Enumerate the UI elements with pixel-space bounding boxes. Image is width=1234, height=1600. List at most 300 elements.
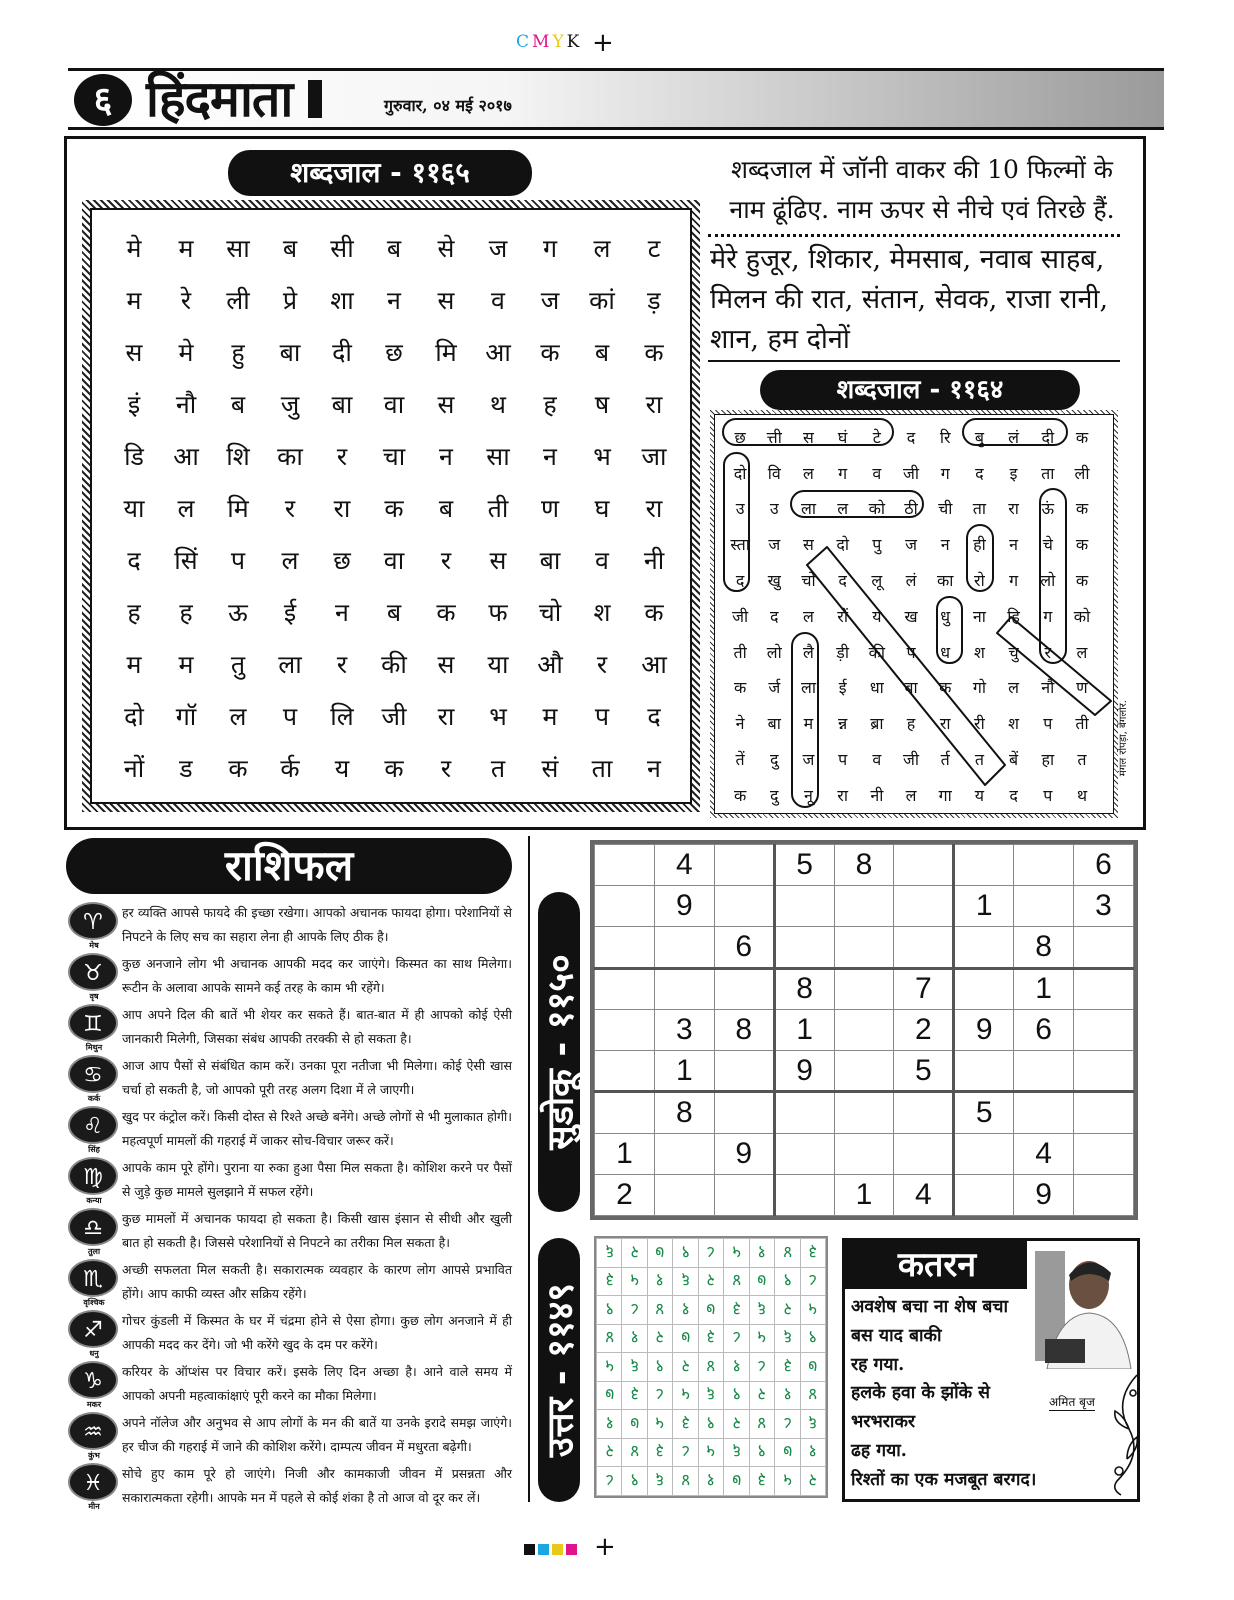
answer-cell: ६	[647, 1467, 672, 1496]
answer-cell: ९	[749, 1438, 774, 1467]
rashi-entry	[66, 1053, 512, 1104]
wordsearch-cell[interactable]: लि	[330, 702, 354, 731]
wordsearch-cell[interactable]: ह	[543, 390, 557, 419]
solution-cell: को	[1073, 606, 1091, 626]
wordsearch-cell[interactable]: न	[387, 286, 401, 315]
wordsearch-cell[interactable]: ब	[386, 598, 402, 627]
wordsearch-cell[interactable]: छ	[333, 546, 351, 575]
wordsearch-cell[interactable]: जा	[641, 442, 667, 471]
wordsearch-cell[interactable]: गॉ	[175, 702, 197, 731]
wordsearch-cell[interactable]: दी	[332, 338, 352, 367]
solution-cell: ल	[1076, 642, 1088, 662]
wordsearch-cell[interactable]: बा	[539, 546, 561, 575]
wordsearch-cell[interactable]: म	[542, 702, 558, 731]
wordsearch-cell[interactable]: मे	[126, 234, 142, 263]
zodiac-icon: ♎	[68, 1208, 118, 1246]
solution-cell: ती	[733, 642, 747, 662]
sudoku-cell[interactable]	[954, 927, 1014, 968]
sudoku-cell[interactable]: 3	[654, 1009, 714, 1050]
sudoku-cell[interactable]	[595, 886, 655, 927]
sudoku-cell[interactable]	[595, 1009, 655, 1050]
sudoku-cell[interactable]	[834, 886, 894, 927]
wordsearch-cell[interactable]: भ	[489, 702, 507, 731]
solution-cell: लू	[871, 571, 883, 591]
answer-cell: ९	[622, 1467, 647, 1496]
wordsearch-cell[interactable]: ड़	[647, 286, 661, 315]
sudoku-cell[interactable]	[714, 1174, 774, 1215]
wordsearch-cell[interactable]: ती	[487, 494, 509, 523]
wordsearch-cell[interactable]: ब	[594, 338, 610, 367]
answer-cell: २	[800, 1467, 826, 1496]
wordsearch-cell[interactable]: द	[127, 546, 141, 575]
sudoku-cell[interactable]: 1	[595, 1133, 655, 1174]
sudoku-cell[interactable]	[654, 1174, 714, 1215]
wordsearch-cell[interactable]: वा	[383, 390, 405, 419]
solution-title: शब्दजाल - ११६४	[760, 370, 1080, 410]
sudoku-cell[interactable]	[894, 927, 954, 968]
wordsearch-cell[interactable]: बा	[331, 390, 353, 419]
wordsearch-cell[interactable]: र	[440, 754, 452, 783]
wordsearch-cell[interactable]: न	[335, 598, 349, 627]
wordsearch-cell[interactable]: शि	[226, 442, 250, 471]
wordsearch-cell[interactable]: नौ	[175, 390, 197, 419]
sudoku-answer-grid	[594, 1236, 828, 1498]
answer-cell: ५	[800, 1296, 826, 1325]
wordsearch-cell[interactable]: प्रे	[282, 286, 298, 315]
loop-lailamajnu	[792, 633, 818, 807]
wordsearch-cell[interactable]: से	[437, 234, 455, 263]
wordsearch-cell[interactable]: सा	[226, 234, 250, 263]
answer-cell: ९	[800, 1324, 826, 1353]
answer-cell: ७	[724, 1467, 749, 1496]
solution-cell: ण	[1076, 678, 1088, 698]
sudoku-cell[interactable]: 1	[774, 1009, 834, 1050]
wordsearch-cell[interactable]: व	[491, 286, 505, 315]
wordsearch-cell[interactable]: घ	[594, 494, 610, 523]
solution-cell: ना	[972, 606, 986, 626]
wordsearch-cell[interactable]: डि	[124, 442, 144, 471]
sudoku-cell[interactable]: 9	[1014, 1174, 1074, 1215]
sudoku-cell[interactable]	[834, 927, 894, 968]
sudoku-cell[interactable]	[954, 1051, 1014, 1092]
sudoku-cell[interactable]	[654, 968, 714, 1009]
solution-cell: व	[872, 750, 882, 770]
solution-cell: बें	[1009, 750, 1019, 770]
solution-cell: क	[733, 785, 747, 805]
wordsearch-cell[interactable]: या	[123, 494, 145, 523]
answer-cell: ७	[698, 1296, 723, 1325]
wordsearch-cell[interactable]: आ	[173, 442, 199, 471]
wordsearch-cell[interactable]: सा	[486, 442, 510, 471]
wordsearch-cell[interactable]: स	[437, 390, 455, 419]
sudoku-cell[interactable]: 8	[774, 968, 834, 1009]
sudoku-cell[interactable]	[894, 1092, 954, 1133]
newspaper-logo: हिंदमाता	[146, 70, 293, 128]
wordsearch-cell[interactable]: र	[336, 650, 348, 679]
sudoku-cell[interactable]	[714, 968, 774, 1009]
sudoku-cell[interactable]: 3	[1074, 886, 1134, 927]
wordsearch-cell[interactable]: सिं	[174, 546, 198, 575]
wordsearch-cell[interactable]: रा	[333, 494, 351, 523]
sudoku-cell[interactable]	[774, 1174, 834, 1215]
answer-cell: १	[775, 1381, 800, 1410]
sudoku-cell[interactable]	[595, 968, 655, 1009]
wordsearch-cell[interactable]: चा	[382, 442, 406, 471]
solution-cell: बु	[974, 427, 984, 447]
rashi-entry	[66, 1257, 512, 1308]
wordsearch-cell[interactable]: ला	[278, 650, 302, 679]
wordsearch-cell[interactable]: ब	[282, 234, 298, 263]
wordsearch-cell[interactable]: या	[487, 650, 509, 679]
answer-cell: ३	[749, 1467, 774, 1496]
wordsearch-cell[interactable]: नी	[643, 546, 665, 575]
wordsearch-cell[interactable]: क	[644, 598, 664, 627]
sudoku-cell[interactable]: 7	[894, 968, 954, 1009]
sudoku-cell[interactable]	[774, 886, 834, 927]
answer-cell: २	[698, 1267, 723, 1296]
wordsearch-cell[interactable]: ब	[438, 494, 454, 523]
wordsearch-cell[interactable]: व	[595, 546, 609, 575]
wordsearch-cell[interactable]: र	[596, 650, 608, 679]
wordsearch-cell[interactable]: सं	[541, 754, 559, 783]
horoscope-text: गोचर कुंडली में किस्मत के घर में चंद्रमा होने से ऐसा होगा। कुछ लोग अनजाने में ही आपकी मदद कर देंगे। जो भी करेंगे खुद के दम पर करेंगे।	[122, 1313, 512, 1352]
sudoku-cell[interactable]: 6	[1014, 1009, 1074, 1050]
wordsearch-cell[interactable]: श	[593, 598, 611, 627]
wordsearch-cell[interactable]: म	[126, 286, 142, 315]
wordsearch-cell[interactable]: रा	[645, 390, 663, 419]
answer-cell: ४	[597, 1324, 622, 1353]
wordsearch-cell[interactable]: क	[644, 338, 664, 367]
wordsearch-cell[interactable]: सी	[330, 234, 354, 263]
solution-cell: ता	[1041, 463, 1055, 483]
answer-cell: ५	[622, 1267, 647, 1296]
zodiac-icon: ♌	[68, 1106, 118, 1144]
wordsearch-cell[interactable]: ल	[281, 546, 299, 575]
solution-frame	[710, 410, 1118, 818]
rashi-entry	[66, 1155, 512, 1206]
solution-cell: नी	[870, 785, 884, 805]
wordsearch-cell[interactable]: मे	[178, 338, 194, 367]
sudoku-cell[interactable]	[774, 1133, 834, 1174]
answer-cell: ९	[775, 1267, 800, 1296]
sudoku-cell[interactable]	[714, 845, 774, 886]
answer-cell: ६	[698, 1381, 723, 1410]
wordsearch-cell[interactable]: वा	[383, 546, 405, 575]
sudoku-cell[interactable]	[1074, 1051, 1134, 1092]
solution-cell: धु	[940, 606, 951, 626]
wordsearch-cell[interactable]: ई	[283, 598, 297, 627]
solution-cell: छ	[734, 427, 746, 447]
solution-cell: ही	[973, 535, 986, 555]
solution-cell: ऊं	[1041, 499, 1055, 519]
answer-cell: ६	[673, 1267, 698, 1296]
wordsearch-cell[interactable]: ष	[594, 390, 610, 419]
answer-cell: २	[647, 1324, 672, 1353]
wordsearch-cell[interactable]: थ	[490, 390, 506, 419]
solution-cell: य	[872, 606, 882, 626]
wordsearch-instructions: शब्दजाल में जॉनी वाकर की 10 फिल्मों के नाम ढूंढिए. नाम ऊपर से नीचे एवं तिरछे हैं.	[729, 155, 1115, 224]
katran-poem	[851, 1293, 1051, 1495]
wordsearch-cell[interactable]: आ	[641, 650, 667, 679]
wordsearch-cell[interactable]: न	[647, 754, 661, 783]
wordsearch-cell[interactable]: ह	[179, 598, 193, 627]
sudoku-cell[interactable]	[894, 845, 954, 886]
wordsearch-cell[interactable]: रे	[180, 286, 192, 315]
solution-cell: उ	[769, 499, 779, 519]
sudoku-cell[interactable]	[1074, 968, 1134, 1009]
sudoku-cell[interactable]: 8	[834, 845, 894, 886]
sudoku-cell[interactable]: 9	[654, 886, 714, 927]
column-divider	[528, 836, 530, 1502]
rashi-entry	[66, 1461, 512, 1512]
answer-cell: ६	[775, 1324, 800, 1353]
solution-cell: ला	[800, 499, 816, 519]
solution-word-loops	[715, 415, 1113, 813]
sudoku-label: सुडोकू - ११५०	[538, 892, 580, 1212]
sudoku-cell[interactable]	[1074, 1174, 1134, 1215]
poem-line: भरभराकर	[851, 1412, 916, 1433]
wordsearch-cell[interactable]: य	[334, 754, 350, 783]
sudoku-cell[interactable]	[1014, 1092, 1074, 1133]
wordsearch-frame	[82, 200, 700, 812]
wordsearch-cell[interactable]: आ	[485, 338, 511, 367]
solution-cell: म	[803, 714, 814, 734]
wordsearch-cell[interactable]: क	[228, 754, 248, 783]
wordsearch-cell[interactable]: रा	[645, 494, 663, 523]
wordsearch-cell[interactable]: फ	[488, 598, 508, 627]
sudoku-cell[interactable]: 1	[1014, 968, 1074, 1009]
sudoku-cell[interactable]	[1074, 1092, 1134, 1133]
wordsearch-cell[interactable]: ल	[593, 234, 611, 263]
sudoku-cell[interactable]	[714, 886, 774, 927]
sudoku-cell[interactable]	[834, 1051, 894, 1092]
wordsearch-cell[interactable]: का	[277, 442, 303, 471]
sudoku-cell[interactable]: 5	[894, 1051, 954, 1092]
wordsearch-cell[interactable]: जी	[381, 702, 407, 731]
answer-cell: १	[724, 1353, 749, 1382]
sudoku-cell[interactable]	[954, 1133, 1014, 1174]
wordsearch-cell[interactable]: ट	[647, 234, 661, 263]
wordsearch-cell[interactable]: ग	[542, 234, 558, 263]
wordsearch-cell[interactable]: प	[282, 702, 298, 731]
sudoku-cell[interactable]	[654, 927, 714, 968]
solution-cell: तें	[735, 750, 745, 770]
sudoku-cell[interactable]: 5	[954, 1092, 1014, 1133]
solution-cell: दो	[836, 535, 849, 555]
wordsearch-cell[interactable]: स	[437, 286, 455, 315]
sudoku-cell[interactable]	[1014, 886, 1074, 927]
wordsearch-cell[interactable]: क	[540, 338, 560, 367]
wordsearch-cell[interactable]: स	[125, 338, 143, 367]
answer-cell: १	[800, 1438, 826, 1467]
wordsearch-cell[interactable]: म	[126, 650, 142, 679]
answer-cell: ६	[800, 1410, 826, 1439]
wordsearch-cell[interactable]: ली	[226, 286, 250, 315]
sudoku-cell[interactable]: 8	[714, 1009, 774, 1050]
solution-cell: ल	[803, 606, 814, 626]
sudoku-cell[interactable]	[1074, 927, 1134, 968]
sudoku-cell[interactable]	[834, 1133, 894, 1174]
sudoku-cell[interactable]	[834, 1092, 894, 1133]
wordsearch-cell[interactable]: ता	[591, 754, 613, 783]
wordsearch-cell[interactable]: प	[230, 546, 246, 575]
sudoku-cell[interactable]: 4	[894, 1174, 954, 1215]
sudoku-cell[interactable]	[714, 1092, 774, 1133]
poem-line: ढह गया.	[851, 1440, 907, 1461]
wordsearch-cell[interactable]: भ	[593, 442, 611, 471]
wordsearch-cell[interactable]: रा	[437, 702, 455, 731]
wordsearch-cell[interactable]: बा	[279, 338, 301, 367]
sudoku-cell[interactable]	[834, 1009, 894, 1050]
wordsearch-cell[interactable]: ह	[127, 598, 141, 627]
wordsearch-cell[interactable]: शा	[330, 286, 354, 315]
solution-cell: द	[975, 463, 984, 483]
sudoku-cell[interactable]	[595, 1051, 655, 1092]
wordsearch-cell[interactable]: क	[384, 754, 404, 783]
answer-cell: ४	[698, 1353, 723, 1382]
sudoku-cell[interactable]	[595, 845, 655, 886]
wordsearch-cell[interactable]: मि	[435, 338, 457, 367]
poem-line: बस याद बाकी	[851, 1325, 942, 1346]
wordsearch-cell[interactable]: र	[284, 494, 296, 523]
sudoku-cell[interactable]	[894, 886, 954, 927]
sudoku-grid[interactable]	[590, 840, 1138, 1220]
solution-cell: ई	[838, 678, 847, 698]
sudoku-cell[interactable]: 8	[1014, 927, 1074, 968]
solution-cell: चो	[801, 571, 816, 591]
sudoku-cell[interactable]: 5	[774, 845, 834, 886]
zodiac-name: मिथुन	[85, 1043, 103, 1052]
sudoku-cell[interactable]	[954, 1174, 1014, 1215]
wordsearch-cell[interactable]: चो	[538, 598, 562, 627]
wordsearch-cell[interactable]: म	[178, 650, 194, 679]
wordsearch-cell[interactable]: ब	[386, 234, 402, 263]
solution-cell: लं	[1008, 427, 1020, 447]
wordsearch-cell[interactable]: स	[437, 650, 455, 679]
zodiac-name: कर्क	[87, 1094, 101, 1103]
poem-line: हलके हवा के झोंके से	[851, 1383, 990, 1404]
wordsearch-cell[interactable]: प	[594, 702, 610, 731]
poem-line: रिश्तों का एक मजबूत बरगद।	[851, 1469, 1037, 1490]
wordsearch-cell[interactable]: ज	[488, 234, 508, 263]
wordsearch-cell[interactable]: हु	[231, 338, 245, 367]
answer-cell: २	[749, 1381, 774, 1410]
sudoku-cell[interactable]: 2	[894, 1009, 954, 1050]
sudoku-cell[interactable]	[595, 927, 655, 968]
sudoku-cell[interactable]	[1074, 1009, 1134, 1050]
sudoku-cell[interactable]: 1	[954, 886, 1014, 927]
loop-diagonal-1	[807, 547, 1005, 785]
sudoku-cell[interactable]: 4	[654, 845, 714, 886]
wordsearch-word-list: मेरे हुजूर, शिकार, मेमसाब, नवाब साहब, मिलन की रात, संतान, सेवक, राजा रानी, शान, हम दोनों	[710, 244, 1109, 355]
wordsearch-cell[interactable]: र	[336, 442, 348, 471]
sudoku-cell[interactable]	[1014, 1051, 1074, 1092]
wordsearch-cell[interactable]: क	[436, 598, 456, 627]
floral-ornament	[1107, 1371, 1141, 1499]
sudoku-cell[interactable]	[834, 968, 894, 1009]
sudoku-cell[interactable]: 9	[714, 1133, 774, 1174]
wordsearch-cell[interactable]: ण	[540, 494, 560, 523]
sudoku-cell[interactable]	[654, 1133, 714, 1174]
answer-cell: ३	[698, 1324, 723, 1353]
wordsearch-cell[interactable]: त	[490, 754, 506, 783]
loop-doustad	[724, 453, 749, 591]
wordsearch-cell[interactable]: द	[647, 702, 661, 731]
wordsearch-cell[interactable]: ऊ	[228, 598, 248, 627]
sudoku-cell[interactable]	[954, 845, 1014, 886]
wordsearch-cell[interactable]: औ	[537, 650, 563, 679]
wordsearch-cell[interactable]: इं	[127, 390, 141, 419]
sudoku-cell[interactable]: 8	[654, 1092, 714, 1133]
rashi-entry	[66, 1359, 512, 1410]
sudoku-cell[interactable]: 4	[1014, 1133, 1074, 1174]
sudoku-cell[interactable]	[954, 968, 1014, 1009]
sudoku-cell[interactable]: 2	[595, 1174, 655, 1215]
wordsearch-cell[interactable]: ज	[540, 286, 560, 315]
wordsearch-cell[interactable]: क	[384, 494, 404, 523]
sudoku-cell[interactable]: 9	[954, 1009, 1014, 1050]
sudoku-cell[interactable]	[714, 1051, 774, 1092]
sudoku-cell[interactable]	[774, 927, 834, 968]
answer-cell: ५	[724, 1239, 749, 1268]
sudoku-cell[interactable]	[1014, 845, 1074, 886]
solution-cell: द	[735, 571, 745, 591]
solution-cell: क	[733, 678, 747, 698]
loop-lal-kothi	[791, 491, 923, 517]
wordsearch-cell[interactable]: जु	[280, 390, 300, 419]
sudoku-cell[interactable]: 9	[774, 1051, 834, 1092]
sudoku-cell[interactable]	[894, 1133, 954, 1174]
solution-cell: क	[1075, 499, 1089, 519]
wordsearch-cell[interactable]: की	[381, 650, 407, 679]
wordsearch-cell[interactable]: तु	[230, 650, 246, 679]
wordsearch-cell[interactable]: मि	[227, 494, 249, 523]
wordsearch-cell[interactable]: ल	[177, 494, 195, 523]
wordsearch-cell[interactable]: नों	[123, 754, 145, 783]
wordsearch-cell[interactable]: म	[178, 234, 194, 263]
rashi-entry	[66, 1002, 512, 1053]
puzzle-credit: मंगल रोपड़ा, बेंगलोर.	[1118, 700, 1129, 777]
wordsearch-cell[interactable]: ल	[229, 702, 247, 731]
sudoku-cell[interactable]	[1074, 1133, 1134, 1174]
sudoku-cell[interactable]: 1	[654, 1051, 714, 1092]
wordsearch-cell[interactable]: कां	[589, 286, 615, 315]
sudoku-cell[interactable]: 6	[714, 927, 774, 968]
wordsearch-cell[interactable]: छ	[385, 338, 403, 367]
wordsearch-cell[interactable]: र्क	[280, 754, 300, 783]
sudoku-cell[interactable]: 6	[1074, 845, 1134, 886]
zodiac-name: कुंभ	[88, 1451, 100, 1460]
wordsearch-cell[interactable]: न	[439, 442, 453, 471]
zodiac-icon: ♉	[68, 953, 118, 991]
wordsearch-cell[interactable]: स	[489, 546, 507, 575]
sudoku-cell[interactable]	[774, 1092, 834, 1133]
wordsearch-cell[interactable]: दो	[124, 702, 144, 731]
answer-cell: ४	[673, 1467, 698, 1496]
zodiac-icon: ♒	[68, 1412, 118, 1450]
sudoku-cell[interactable]: 1	[834, 1174, 894, 1215]
rashi-entry	[66, 900, 512, 951]
answer-cell: २	[597, 1438, 622, 1467]
sudoku-cell[interactable]	[595, 1092, 655, 1133]
answer-cell: ८	[597, 1467, 622, 1496]
wordsearch-cell[interactable]: न	[543, 442, 557, 471]
wordsearch-cell[interactable]: ब	[230, 390, 246, 419]
zodiac-icon: ♑	[68, 1361, 118, 1399]
answer-cell: ३	[800, 1239, 826, 1268]
wordsearch-cell[interactable]: ड	[179, 754, 193, 783]
wordsearch-cell[interactable]: र	[440, 546, 452, 575]
